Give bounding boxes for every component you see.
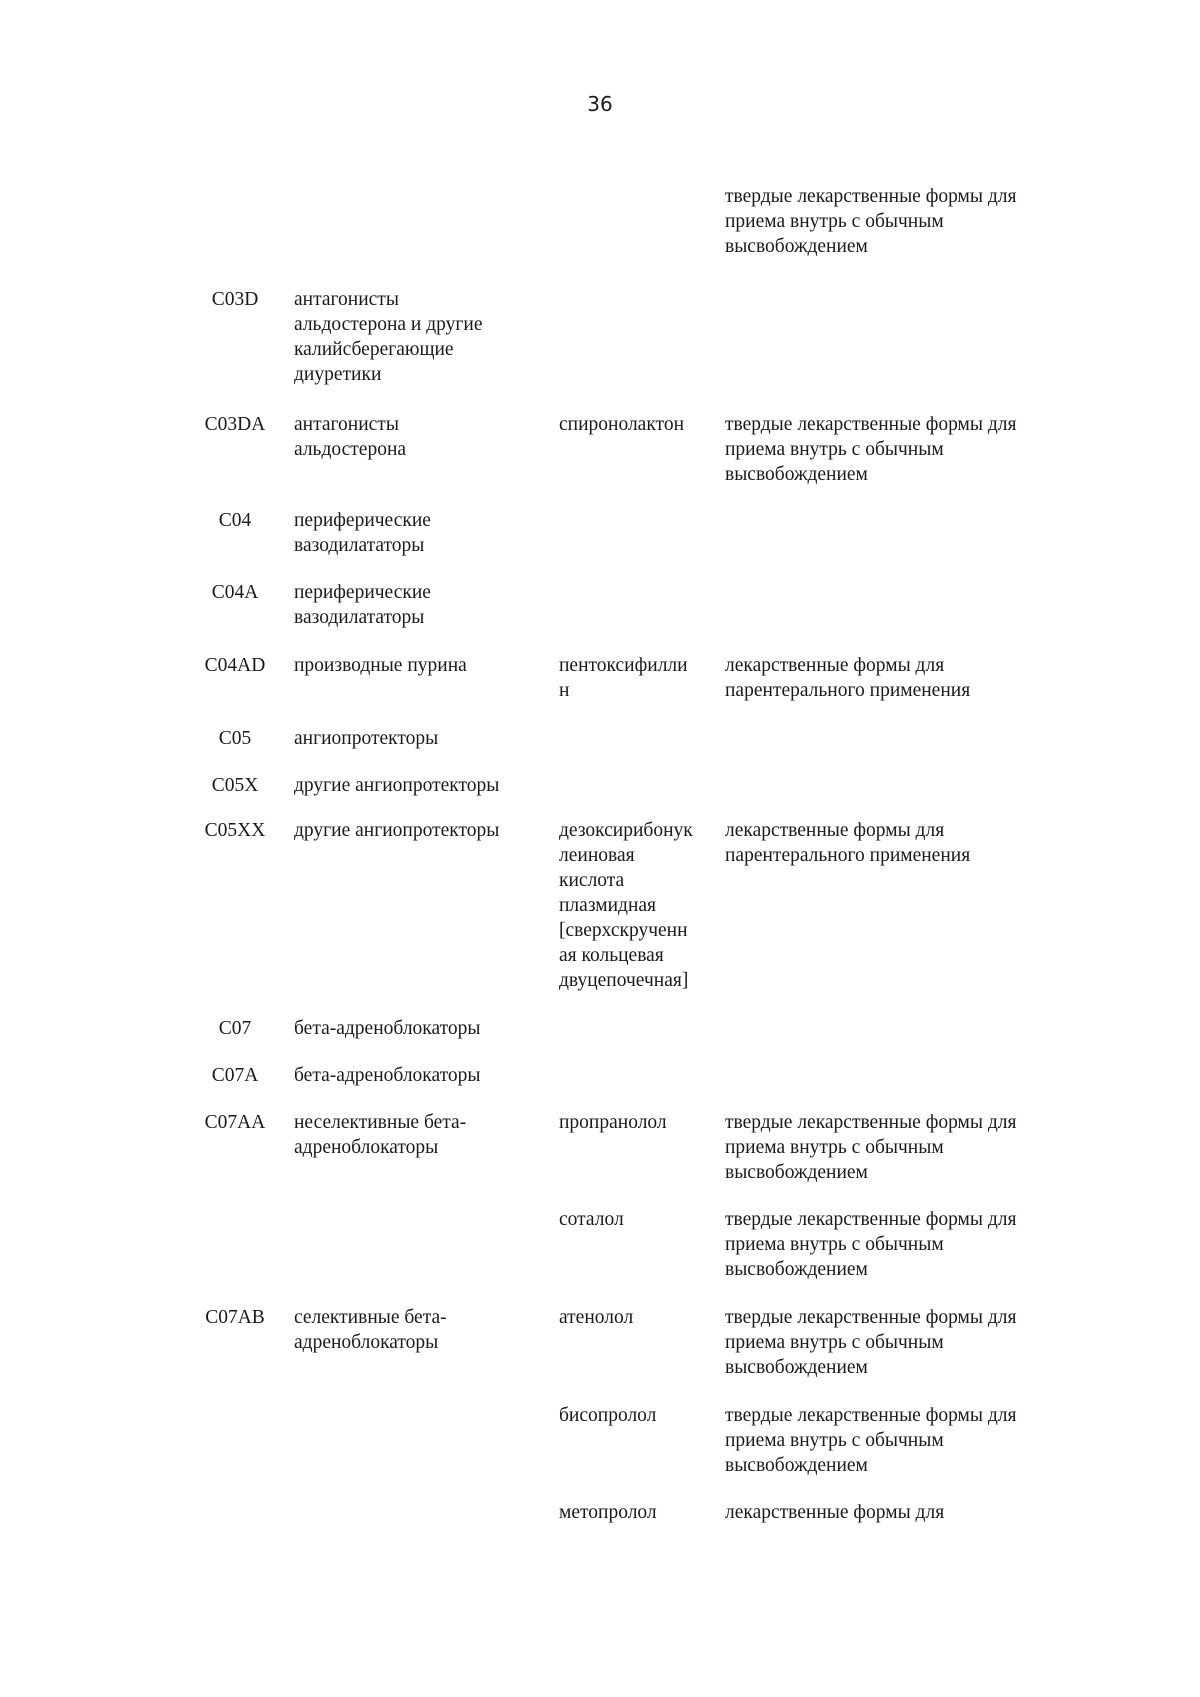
atc-code: C04 [218,510,252,531]
page-number: 36 [587,92,613,116]
dosage-form: твердые лекарственные формы для приема внутрь с обычным высвобождением [725,1209,1017,1280]
drug-name: соталол [559,1209,624,1230]
group-name: ангиопротекторы [294,728,439,749]
dosage-form: лекарственные формы для парентерального применения [725,820,971,866]
group-name: производные пурина [294,655,467,676]
group-name: антагонисты альдостерона [294,414,407,460]
drug-name: дезоксирибонук леиновая кислота плазмидная [сверхскрученн ая кольцевая двуцепочечная] [559,820,693,991]
drug-name: спиронолактон [559,414,685,435]
dosage-form: твердые лекарственные формы для приема внутрь с обычным высвобождением [725,1405,1017,1476]
atc-code: C03DA [204,414,266,435]
atc-code: C05X [211,775,259,796]
group-name: бета-адреноблокаторы [294,1065,481,1086]
drug-name: метопролол [559,1502,657,1523]
group-name: селективные бета- адреноблокаторы [294,1307,447,1353]
drug-name: бисопролол [559,1405,657,1426]
group-name: бета-адреноблокаторы [294,1018,481,1039]
group-name: другие ангиопротекторы [294,775,500,796]
atc-code: C03D [211,289,259,310]
atc-code: C07AB [205,1307,265,1328]
dosage-form: лекарственные формы для [725,1502,945,1523]
atc-code: C07AA [204,1112,266,1133]
group-name: антагонисты альдостерона и другие калийсберегающие диуретики [294,289,483,385]
group-name: неселективные бета- адреноблокаторы [294,1112,467,1158]
drug-name: пентоксифилли н [559,655,688,701]
drug-name: пропранолол [559,1112,667,1133]
dosage-form: твердые лекарственные формы для приема внутрь с обычным высвобождением [725,414,1017,485]
group-name: периферические вазодилататоры [294,510,431,556]
atc-code: C07 [218,1018,252,1039]
dosage-form: твердые лекарственные формы для приема внутрь с обычным высвобождением [725,1307,1017,1378]
atc-code: C04AD [204,655,266,676]
dosage-form: лекарственные формы для парентерального применения [725,655,971,701]
atc-code: C04A [211,582,259,603]
group-name: периферические вазодилататоры [294,582,431,628]
dosage-form: твердые лекарственные формы для приема внутрь с обычным высвобождением [725,1112,1017,1183]
dosage-form: твердые лекарственные формы для приема внутрь с обычным высвобождением [725,186,1017,257]
atc-code: C05XX [204,820,266,841]
atc-code: C05 [218,728,252,749]
drug-name: атенолол [559,1307,634,1328]
atc-code: C07A [211,1065,259,1086]
group-name: другие ангиопротекторы [294,820,500,841]
